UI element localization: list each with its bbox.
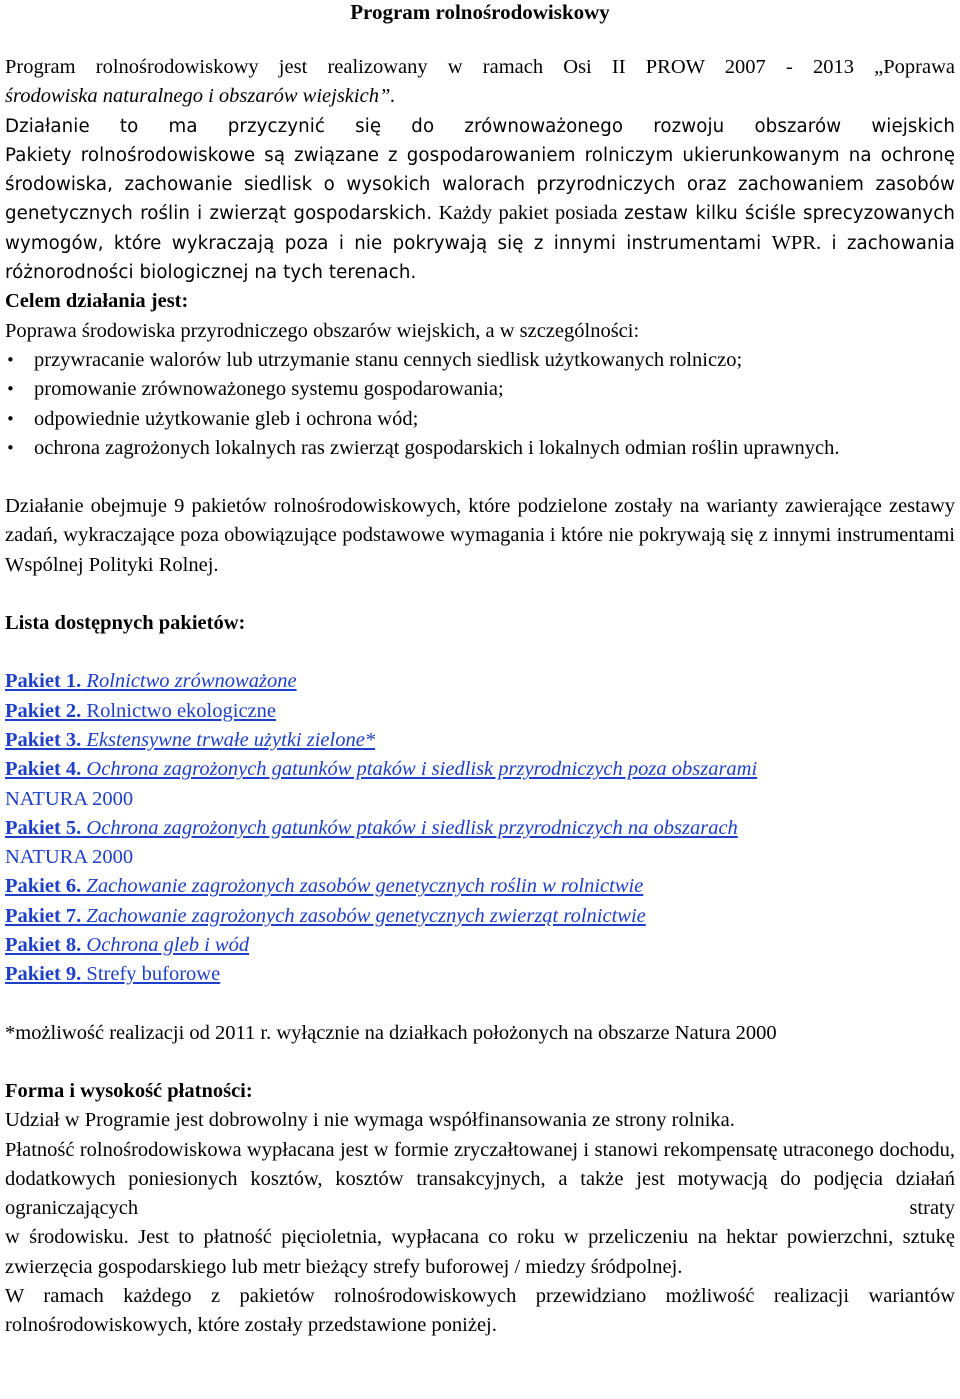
package-number[interactable]: Pakiet 8. [5,934,82,957]
goal-bullet-item [5,434,955,463]
intro-line-3: Działanie to ma przyczynić się do zrównoważonego rozwoju obszarów wiejskich [5,115,955,137]
package-number[interactable]: Pakiet 2. [5,699,82,722]
goal-bullet-item [5,405,955,434]
package-link-6[interactable] [5,872,955,901]
goal-lead: Poprawa środowiska przyrodniczego obszarów wiejskich, a w szczególności: [5,319,640,342]
intro-section [5,53,955,287]
page-title: Program rolnośrodowiskowy [350,0,610,24]
package-link-4[interactable] [5,755,955,784]
packages-section [5,609,955,1048]
intro-sans-tail-3: i zachowania różnorodności biologicznej na tych terenach. [5,232,955,284]
package-number[interactable]: Pakiet 7. [5,904,82,927]
document-page [5,0,955,1341]
goal-bullet-text: przywracanie walorów lub utrzymanie stanu cennych siedlisk użytkowanych rolniczo; [34,348,743,371]
package-link-5[interactable] [5,814,955,843]
goal-bullet-item [5,346,955,375]
intro-serif-tail: Każdy pakiet posiada [432,202,625,225]
bullet-icon: • [6,409,15,428]
intro-line-1 [5,53,955,82]
payment-paragraph-2b: w środowisku. Jest to płatność pięcioletnia, wypłacana co roku w przeliczeniu na hektar powierzchni, sztukę zwierzęcia gospodarskiego lub metr bieżący strefy buforowej / miedzy śródpolnej. [5,1226,955,1278]
goal-bullet-text: promowanie zrównoważonego systemu gospodarowania; [34,378,504,401]
bullet-icon: • [6,380,15,399]
package-name[interactable]: Zachowanie zagrożonych zasobów genetycznych zwierząt rolnictwie [81,904,646,927]
package-name[interactable]: Rolnictwo zrównoważone [81,670,297,693]
package-name[interactable]: Ekstensywne trwałe użytki zielone* [81,728,376,751]
package-number[interactable]: Pakiet 9. [5,963,82,986]
payment-section [5,1077,955,1341]
package-name[interactable]: Zachowanie zagrożonych zasobów genetycznych roślin w rolnictwie [81,875,644,898]
intro-line-2 [5,82,955,111]
package-number[interactable]: Pakiet 5. [5,816,82,839]
intro-wpr: WPR. [771,231,822,254]
intro-line-1-text: Program rolnośrodowiskowy jest realizowany w ramach Osi II PROW 2007 - 2013 „Poprawa [5,56,955,78]
goal-bullet-list [5,346,955,463]
package-link-2[interactable] [5,697,955,726]
goal-section [5,287,955,463]
package-number[interactable]: Pakiet 6. [5,875,82,898]
intro-sans-text: Pakiety rolnośrodowiskowe są związane z gospodarowaniem rolniczym ukierunkowanym na ochronę środowiska, zachowanie siedlisk o wysokich walorach przyrodniczych oraz zachowaniem zasobów genetycznych roślin i zwierząt gospodarskich. [5,144,955,225]
goal-bullet-text: odpowiednie użytkowanie gleb i ochrona wód; [34,407,419,430]
package-name[interactable]: Rolnictwo ekologiczne [81,699,276,722]
bullet-icon: • [6,350,15,369]
payment-paragraph-3: W ramach każdego z pakietów rolnośrodowiskowych przewidziano możliwość realizacji wariantów rolnośrodowiskowych, które zostały przedstawione poniżej. [5,1284,955,1337]
intro-line-2-text: środowiska naturalnego i obszarów wiejskich”. [5,85,396,108]
package-number[interactable]: Pakiet 4. [5,758,82,781]
package-link-5-continuation[interactable]: NATURA 2000 [5,846,134,869]
packages-heading: Lista dostępnych pakietów: [5,612,246,635]
payment-paragraph-1: Udział w Programie jest dobrowolny i nie wymaga współfinansowania ze strony rolnika. [5,1109,735,1132]
package-link-3[interactable] [5,726,955,755]
package-name[interactable]: Ochrona gleb i wód [81,934,250,957]
package-link-4-continuation[interactable]: NATURA 2000 [5,787,134,810]
package-name[interactable]: Ochrona zagrożonych gatunków ptaków i siedlisk przyrodniczych poza obszarami [81,758,758,781]
goal-heading: Celem działania jest: [5,290,189,313]
packages-footnote: *możliwość realizacji od 2011 r. wyłącznie na działkach położonych na obszarze Natura 2000 [5,1021,777,1044]
intro-paragraph [5,141,955,287]
package-number[interactable]: Pakiet 3. [5,728,82,751]
bullet-icon: • [6,438,15,457]
package-name[interactable]: Strefy buforowe [81,963,221,986]
package-name[interactable]: Ochrona zagrożonych gatunków ptaków i siedlisk przyrodniczych na obszarach [81,816,738,839]
package-link-7[interactable] [5,902,955,931]
intro-sans-tail: zestaw kilku ściśle sprecyzowanych wymogów, które wykraczają poza i nie pokrywają się z innymi instrumentami [5,203,955,254]
package-link-9[interactable] [5,960,955,989]
package-link-8[interactable] [5,931,955,960]
scope-paragraph: Działanie obejmuje 9 pakietów rolnośrodowiskowych, które podzielone zostały na warianty zawierające zestawy zadań, wykraczające poza obowiązujące podstawowe wymagania i które nie pokrywają się z innymi instrumentami Wspólnej Polityki Rolnej. [5,495,955,576]
package-list [5,667,955,989]
goal-bullet-text: ochrona zagrożonych lokalnych ras zwierząt gospodarskich i lokalnych odmian roślin uprawnych. [34,436,840,459]
package-link-1[interactable] [5,667,955,696]
package-number[interactable]: Pakiet 1. [5,670,82,693]
payment-paragraph-2a: Płatność rolnośrodowiskowa wypłacana jest w formie zryczałtowanej i stanowi rekompensatę utraconego dochodu, dodatkowych poniesionych kosztów, kosztów transakcyjnych, a także jest motywacją do podjęcia działań ograniczających straty [5,1138,955,1220]
goal-bullet-item [5,375,955,404]
payment-heading: Forma i wysokość płatności: [5,1079,253,1102]
